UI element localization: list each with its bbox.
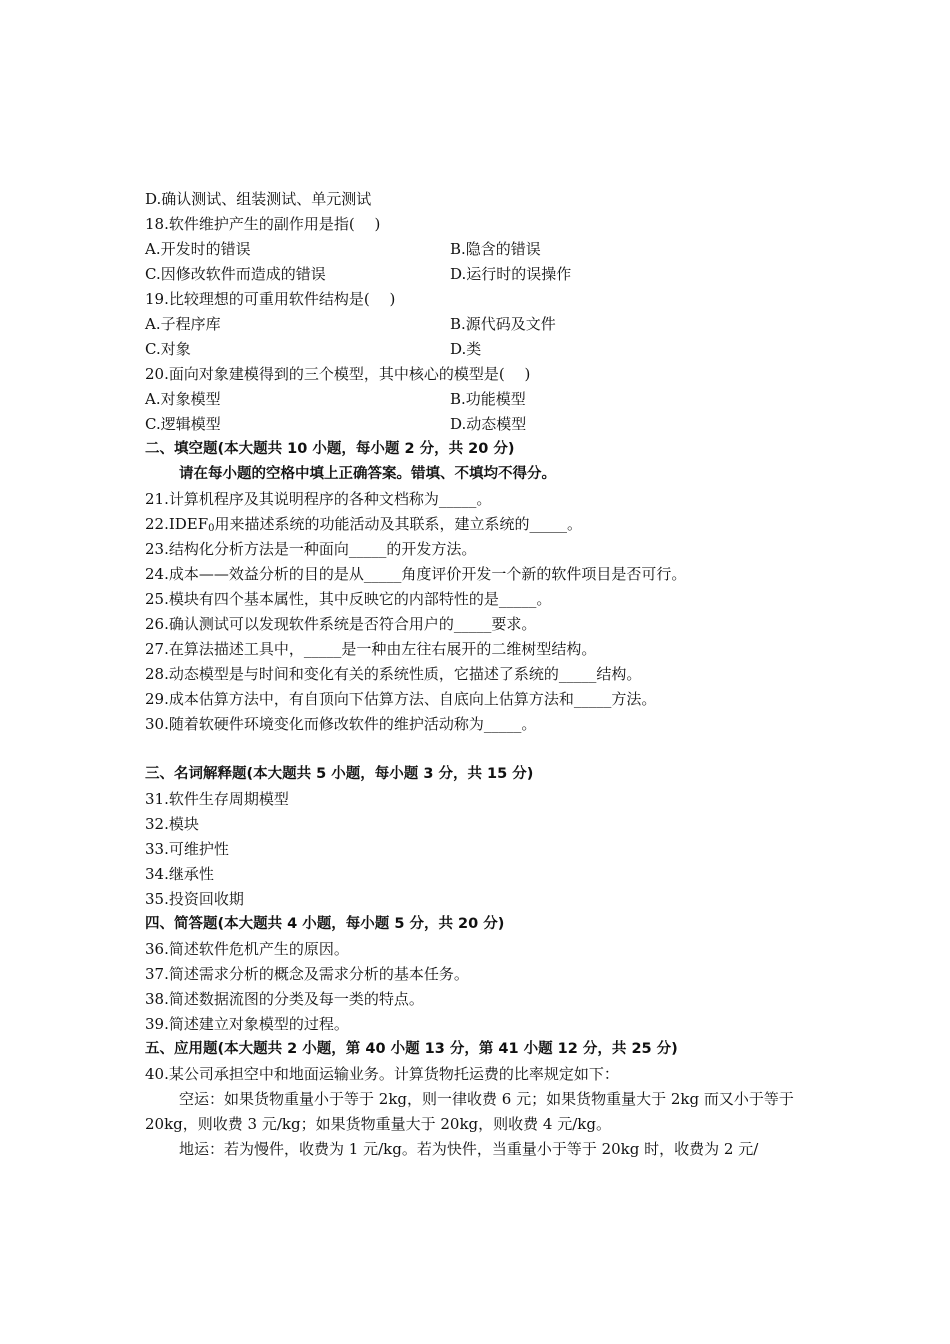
exam-page [145, 187, 815, 1162]
q19-options-row-1 [145, 312, 815, 337]
q19-option-b: B.源代码及文件 [450, 315, 556, 333]
q35: 35.投资回收期 [145, 890, 244, 908]
q32: 32.模块 [145, 815, 199, 833]
q19-stem: 19.比较理想的可重用软件结构是( ) [145, 290, 396, 308]
q18-option-b: B.隐含的错误 [450, 240, 541, 258]
q19-options-row-2 [145, 337, 815, 362]
q36: 36.简述软件危机产生的原因。 [145, 940, 349, 958]
q39: 39.简述建立对象模型的过程。 [145, 1015, 349, 1033]
q22-prefix: 22.IDEF [145, 515, 209, 533]
q34: 34.继承性 [145, 865, 214, 883]
q17-option-d: D.确认测试、组装测试、单元测试 [145, 190, 372, 208]
q23: 23.结构化分析方法是一种面向_____的开发方法。 [145, 540, 477, 558]
q20-options-row-2 [145, 412, 815, 437]
q37: 37.简述需求分析的概念及需求分析的基本任务。 [145, 965, 469, 983]
q31: 31.软件生存周期模型 [145, 790, 289, 808]
q18-option-a: A.开发时的错误 [145, 240, 251, 258]
q20-option-b: B.功能模型 [450, 390, 526, 408]
q26: 26.确认测试可以发现软件系统是否符合用户的_____要求。 [145, 615, 537, 633]
q20-stem: 20.面向对象建模得到的三个模型，其中核心的模型是( ) [145, 365, 531, 383]
blank-line [145, 737, 815, 762]
q20-options-row-1 [145, 387, 815, 412]
q30: 30.随着软硬件环境变化而修改软件的维护活动称为_____。 [145, 715, 537, 733]
q21: 21.计算机程序及其说明程序的各种文档称为_____。 [145, 490, 492, 508]
q40-stem: 40.某公司承担空中和地面运输业务。计算货物托运费的比率规定如下： [145, 1065, 619, 1083]
q29: 29.成本估算方法中，有自顶向下估算方法、自底向上估算方法和_____方法。 [145, 690, 657, 708]
q20-option-d: D.动态模型 [450, 415, 527, 433]
q22 [145, 512, 815, 537]
q20-option-c: C.逻辑模型 [145, 415, 221, 433]
section4-title: 四、简答题(本大题共 4 小题，每小题 5 分，共 20 分) [145, 916, 505, 932]
q20-option-a: A.对象模型 [145, 390, 221, 408]
q18-options-row-1 [145, 237, 815, 262]
section3-title: 三、名词解释题(本大题共 5 小题，每小题 3 分，共 15 分) [145, 766, 534, 782]
q40-air-rule: 空运：如果货物重量小于等于 2kg，则一律收费 6 元；如果货物重量大于 2kg 而又小于等于 20kg，则收费 3 元/kg；如果货物重量大于 20kg，则收费 4 元/kg。 [145, 1090, 794, 1133]
section2-title: 二、填空题(本大题共 10 小题，每小题 2 分，共 20 分) [145, 441, 515, 457]
q25: 25.模块有四个基本属性，其中反映它的内部特性的是_____。 [145, 590, 552, 608]
q24: 24.成本——效益分析的目的是从_____角度评价开发一个新的软件项目是否可行。 [145, 565, 687, 583]
q18-option-c: C.因修改软件而造成的错误 [145, 265, 326, 283]
q40-ground-rule: 地运：若为慢件，收费为 1 元/kg。若为快件，当重量小于等于 20kg 时，收费为 2 元/ [179, 1140, 759, 1158]
q33: 33.可维护性 [145, 840, 229, 858]
q22-suffix: 用来描述系统的功能活动及其联系，建立系统的_____。 [214, 515, 583, 533]
q18-option-d: D.运行时的误操作 [450, 265, 572, 283]
q18-options-row-2 [145, 262, 815, 287]
q19-option-d: D.类 [450, 340, 482, 358]
section2-instruction: 请在每小题的空格中填上正确答案。错填、不填均不得分。 [179, 466, 556, 482]
q22-subscript: 0 [208, 523, 215, 534]
q19-option-a: A.子程序库 [145, 315, 221, 333]
q27: 27.在算法描述工具中，_____是一种由左往右展开的二维树型结构。 [145, 640, 597, 658]
q38: 38.简述数据流图的分类及每一类的特点。 [145, 990, 424, 1008]
q18-stem: 18.软件维护产生的副作用是指( ) [145, 215, 381, 233]
q28: 28.动态模型是与时间和变化有关的系统性质，它描述了系统的_____结构。 [145, 665, 642, 683]
q19-option-c: C.对象 [145, 340, 191, 358]
section5-title: 五、应用题(本大题共 2 小题，第 40 小题 13 分，第 41 小题 12 分，共 25 分) [145, 1041, 678, 1057]
